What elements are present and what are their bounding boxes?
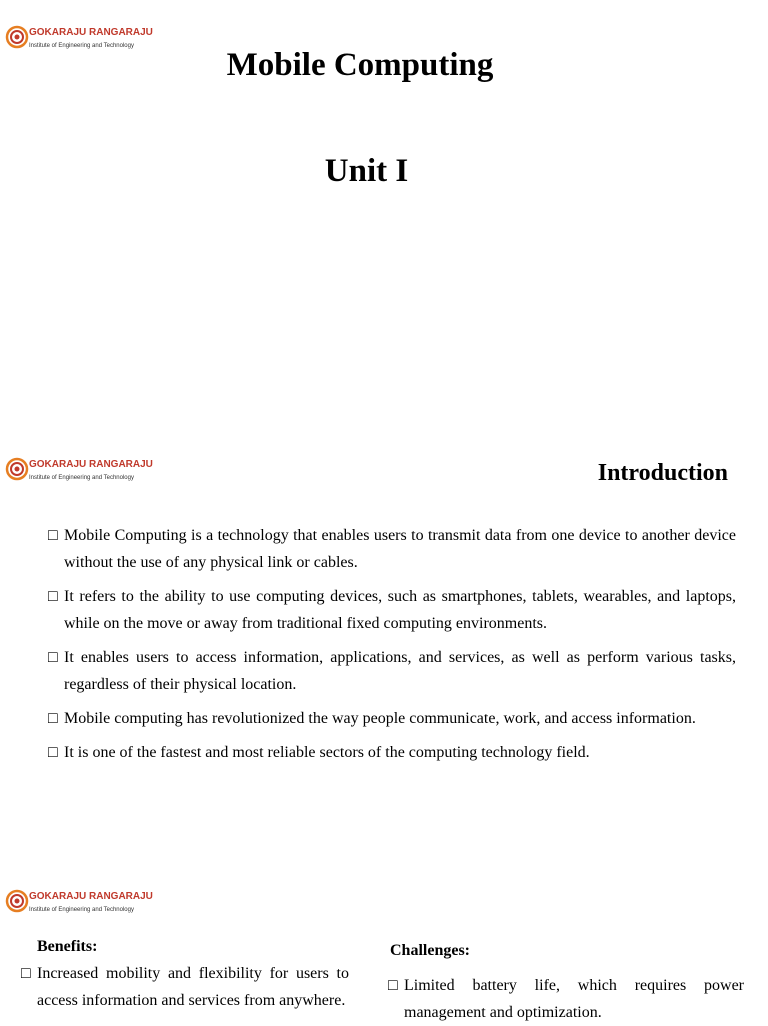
institute-logo bbox=[6, 442, 153, 496]
list-item bbox=[48, 739, 736, 766]
checkbox-bullet-icon: □ bbox=[48, 744, 58, 761]
slide-title: Mobile Computing bbox=[226, 47, 494, 83]
institute-logo bbox=[6, 874, 153, 928]
list-item-text: Increased mobility and flexibility for users to access information and services from anywhere. bbox=[37, 965, 349, 1009]
list-item bbox=[21, 960, 349, 1014]
checkbox-bullet-icon: □ bbox=[21, 965, 31, 982]
list-item-text: Limited battery life, which requires power management and optimization. bbox=[404, 977, 744, 1021]
checkbox-bullet-icon: □ bbox=[48, 649, 58, 666]
logo-subtitle: Institute of Engineering and Technology bbox=[29, 475, 134, 481]
logo-emblem-icon bbox=[6, 442, 153, 496]
logo-emblem-icon bbox=[6, 874, 153, 928]
list-item-text: Mobile Computing is a technology that enables users to transmit data from one device to another device without the use of any physical link or cables. bbox=[64, 527, 736, 571]
section-heading: Introduction bbox=[597, 460, 728, 486]
challenges-list bbox=[388, 972, 744, 1026]
logo-name: GOKARAJU RANGARAJU bbox=[29, 891, 153, 902]
checkbox-bullet-icon: □ bbox=[388, 977, 398, 994]
benefits-list bbox=[21, 960, 349, 1014]
list-item bbox=[388, 972, 744, 1026]
list-item bbox=[48, 644, 736, 698]
intro-bullet-list bbox=[48, 522, 736, 773]
slide-unit: Unit I bbox=[324, 153, 409, 189]
benefits-heading: Benefits: bbox=[37, 938, 98, 955]
list-item-text: Mobile computing has revolutionized the way people communicate, work, and access information. bbox=[64, 710, 696, 727]
list-item bbox=[48, 522, 736, 576]
list-item-text: It enables users to access information, applications, and services, as well as perform various tasks, regardless of their physical location. bbox=[64, 649, 736, 693]
list-item bbox=[48, 583, 736, 637]
checkbox-bullet-icon: □ bbox=[48, 710, 58, 727]
list-item-text: It refers to the ability to use computing devices, such as smartphones, tablets, wearables, and laptops, while on the move or away from traditional fixed computing environments. bbox=[64, 588, 736, 632]
logo-name: GOKARAJU RANGARAJU bbox=[29, 27, 153, 38]
logo-name: GOKARAJU RANGARAJU bbox=[29, 459, 153, 470]
checkbox-bullet-icon: □ bbox=[48, 588, 58, 605]
list-item-text: It is one of the fastest and most reliable sectors of the computing technology field. bbox=[64, 744, 590, 761]
logo-subtitle: Institute of Engineering and Technology bbox=[29, 43, 134, 49]
logo-subtitle: Institute of Engineering and Technology bbox=[29, 907, 134, 913]
list-item bbox=[48, 705, 736, 732]
challenges-heading: Challenges: bbox=[390, 942, 470, 959]
checkbox-bullet-icon: □ bbox=[48, 527, 58, 544]
